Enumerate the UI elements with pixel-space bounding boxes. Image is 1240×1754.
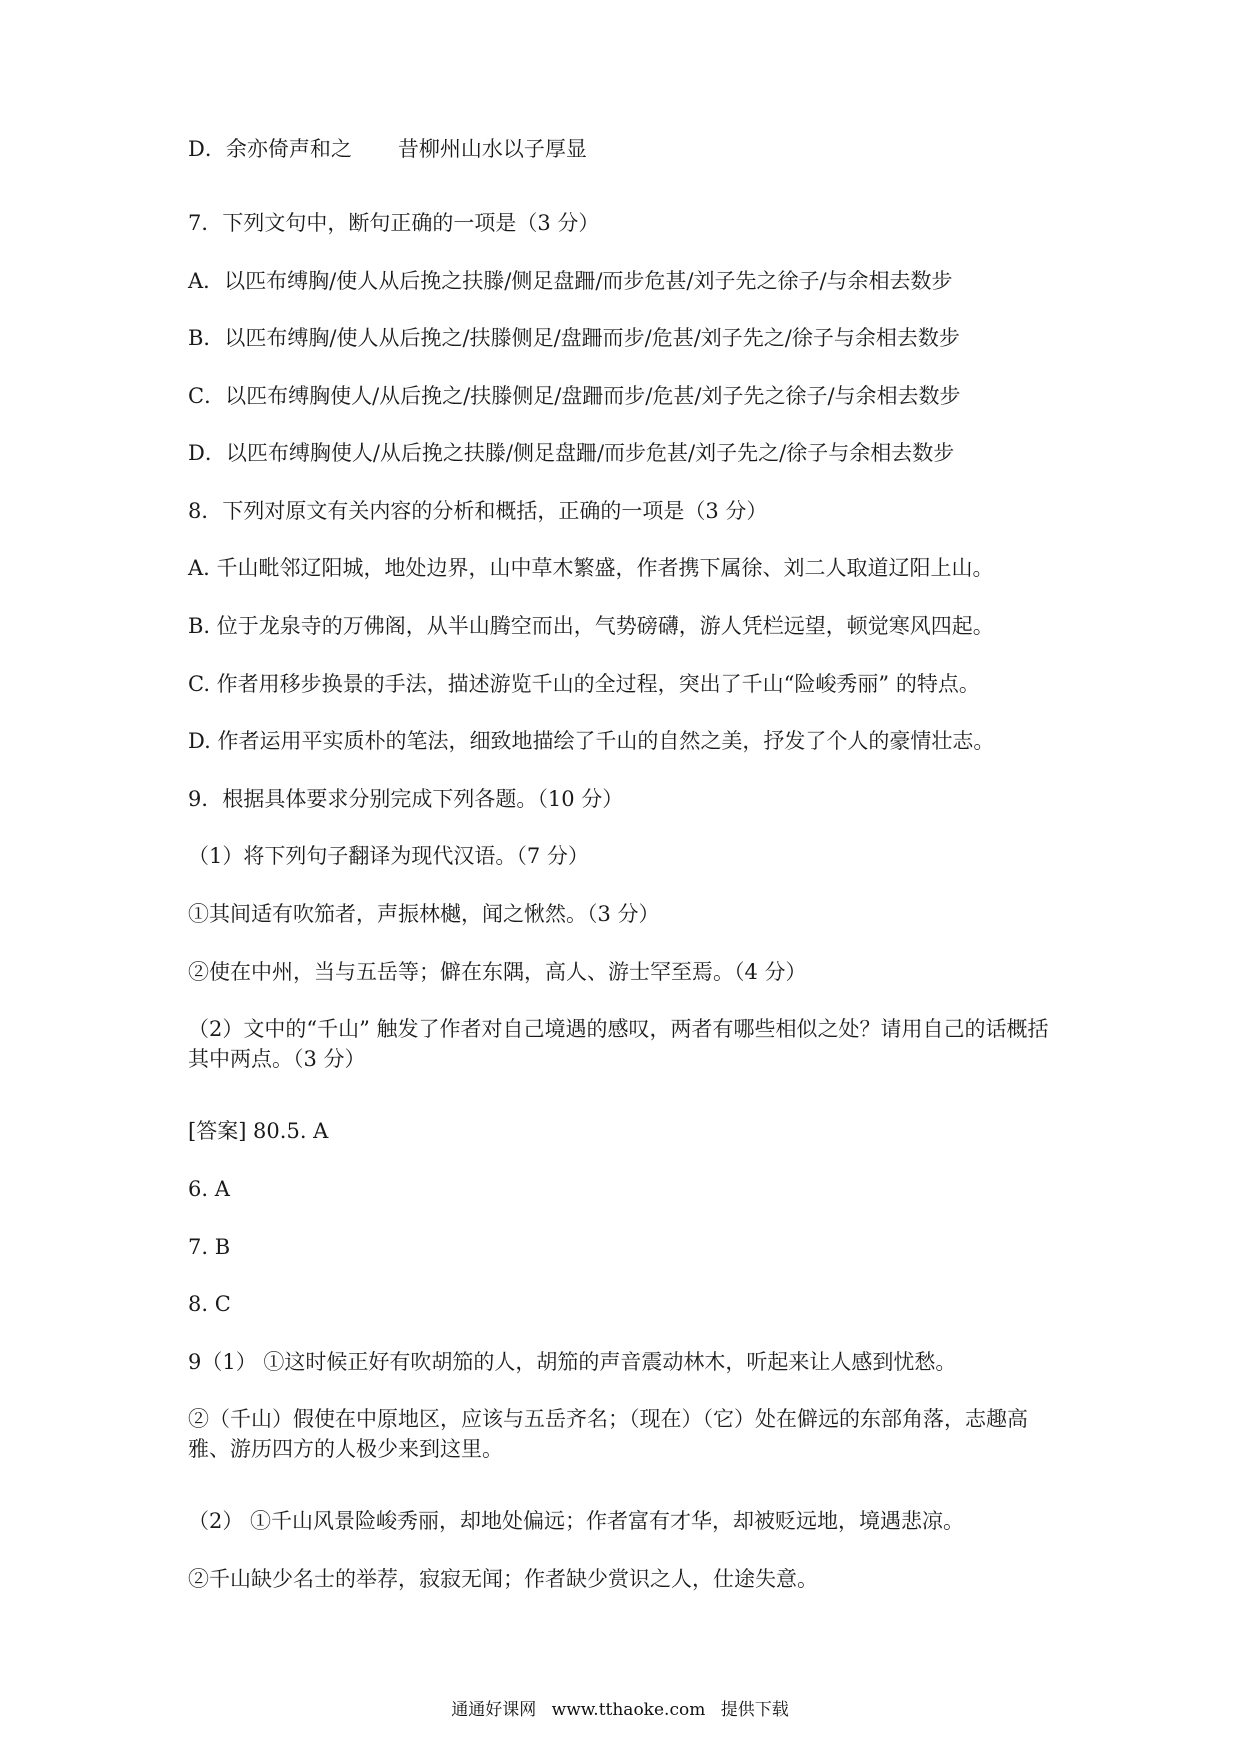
answer-9-2-point-1: （2） ①千山风景险峻秀丽，却地处偏远；作者富有才华，却被贬远地，境遇悲凉。 bbox=[188, 1509, 965, 1533]
answer-9-1-sentence-1: 9（1） ①这时候正好有吹胡笳的人，胡笳的声音震动林木，听起来让人感到忧愁。 bbox=[188, 1350, 957, 1374]
question-9-sentence-2: ②使在中州，当与五岳等；僻在东隅，高人、游士罕至焉。（4 分） bbox=[188, 960, 807, 984]
question-7-option-a: A．以匹布缚胸/使人从后挽之扶滕/侧足盘跚/而步危甚/刘子先之徐子/与余相去数步 bbox=[188, 269, 953, 293]
page-footer bbox=[0, 1698, 1240, 1722]
question-8-option-a: A. 千山毗邻辽阳城，地处边界，山中草木繁盛，作者携下属徐、刘二人取道辽阳上山。 bbox=[188, 556, 994, 580]
footer-site-name: 通通好课网 bbox=[451, 1700, 537, 1720]
question-8: 8．下列对原文有关内容的分析和概括，正确的一项是（3 分） bbox=[188, 499, 768, 523]
question-8-option-b: B. 位于龙泉寺的万佛阁，从半山腾空而出，气势磅礴，游人凭栏远望，顿觉寒风四起。 bbox=[188, 614, 994, 638]
footer-url[interactable]: www.tthaoke.com bbox=[551, 1700, 706, 1720]
question-9-part-2: （2）文中的“千山” 触发了作者对自己境遇的感叹，两者有哪些相似之处？请用自己的话概括其中两点。（3 分） bbox=[188, 1017, 1049, 1071]
answer-8: 8. C bbox=[188, 1292, 231, 1316]
footer-tagline: 提供下载 bbox=[720, 1700, 789, 1720]
answer-heading: [答案] 80.5. A bbox=[188, 1119, 329, 1143]
option-d-sentence-2: 昔柳州山水以子厚显 bbox=[397, 137, 587, 161]
option-d-line bbox=[188, 134, 587, 164]
question-7: 7．下列文句中，断句正确的一项是（3 分） bbox=[188, 211, 600, 235]
answer-9-2-point-2: ②千山缺少名士的举荐，寂寂无闻；作者缺少赏识之人，仕途失意。 bbox=[188, 1567, 818, 1591]
question-7-option-d: D．以匹布缚胸使人/从后挽之扶滕/侧足盘跚/而步危甚/刘子先之/徐子与余相去数步 bbox=[188, 441, 955, 465]
answer-9-1-sentence-2: ②（千山）假使在中原地区，应该与五岳齐名；（现在）（它）处在僻远的东部角落，志趣高雅、游历四方的人极少来到这里。 bbox=[188, 1407, 1028, 1461]
question-8-option-d: D. 作者运用平实质朴的笔法，细致地描绘了千山的自然之美，抒发了个人的豪情壮志。 bbox=[188, 729, 995, 753]
question-9-sentence-1: ①其间适有吹笳者，声振林樾，闻之愀然。（3 分） bbox=[188, 902, 660, 926]
question-9-part-1: （1）将下列句子翻译为现代汉语。（7 分） bbox=[188, 844, 589, 868]
question-8-option-c: C. 作者用移步换景的手法，描述游览千山的全过程，突出了千山“险峻秀丽” 的特点。 bbox=[188, 672, 980, 696]
question-7-option-b: B．以匹布缚胸/使人从后挽之/扶滕侧足/盘跚而步/危甚/刘子先之/徐子与余相去数步 bbox=[188, 326, 960, 350]
answer-6: 6. A bbox=[188, 1177, 230, 1201]
answer-7: 7. B bbox=[188, 1235, 231, 1259]
question-7-option-c: C．以匹布缚胸使人/从后挽之/扶滕侧足/盘跚而步/危甚/刘子先之徐子/与余相去数步 bbox=[188, 384, 961, 408]
option-d-sentence-1: D．余亦倚声和之 bbox=[188, 137, 352, 161]
question-9: 9．根据具体要求分别完成下列各题。（10 分） bbox=[188, 787, 624, 811]
